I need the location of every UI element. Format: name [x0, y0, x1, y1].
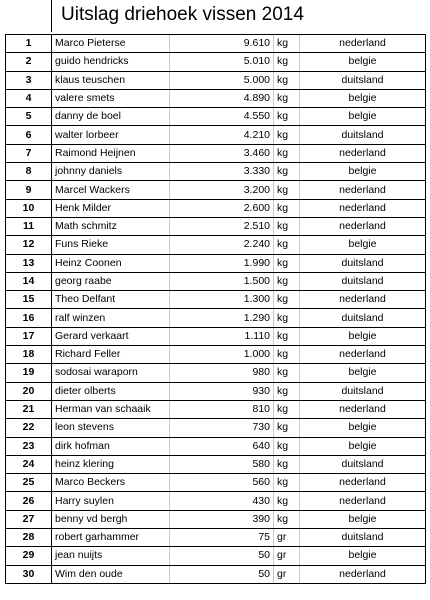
rank-cell: 27	[6, 510, 52, 528]
country-cell: duitsland	[300, 126, 426, 144]
unit-cell: kg	[274, 364, 300, 382]
title-divider	[51, 0, 52, 32]
table-row	[6, 272, 426, 290]
country-cell: duitsland	[300, 254, 426, 272]
name-cell: Gerard verkaart	[52, 327, 170, 345]
name-cell: Marcel Wackers	[52, 181, 170, 199]
country-cell: duitsland	[300, 272, 426, 290]
weight-cell: 3.330	[170, 163, 274, 181]
unit-cell: kg	[274, 108, 300, 126]
table-row	[6, 126, 426, 144]
rank-cell: 25	[6, 474, 52, 492]
weight-cell: 390	[170, 510, 274, 528]
unit-cell: kg	[274, 181, 300, 199]
rank-cell: 11	[6, 217, 52, 235]
country-cell: belgie	[300, 547, 426, 565]
weight-cell: 9.610	[170, 35, 274, 53]
name-cell: Henk Milder	[52, 199, 170, 217]
unit-cell: kg	[274, 254, 300, 272]
rank-cell: 20	[6, 382, 52, 400]
country-cell: belgie	[300, 327, 426, 345]
rank-cell: 16	[6, 309, 52, 327]
country-cell: belgie	[300, 53, 426, 71]
name-cell: klaus teuschen	[52, 71, 170, 89]
unit-cell: kg	[274, 89, 300, 107]
country-cell: belgie	[300, 89, 426, 107]
weight-cell: 580	[170, 455, 274, 473]
country-cell: nederland	[300, 217, 426, 235]
table-row	[6, 53, 426, 71]
name-cell: heinz klering	[52, 455, 170, 473]
weight-cell: 1.000	[170, 346, 274, 364]
weight-cell: 1.290	[170, 309, 274, 327]
table-row	[6, 108, 426, 126]
name-cell: Math schmitz	[52, 217, 170, 235]
name-cell: dieter olberts	[52, 382, 170, 400]
name-cell: Theo Delfant	[52, 291, 170, 309]
name-cell: dirk hofman	[52, 437, 170, 455]
unit-cell: kg	[274, 382, 300, 400]
table-row	[6, 364, 426, 382]
weight-cell: 1.110	[170, 327, 274, 345]
weight-cell: 50	[170, 547, 274, 565]
table-row	[6, 199, 426, 217]
name-cell: sodosai waraporn	[52, 364, 170, 382]
name-cell: Herman van schaaik	[52, 400, 170, 418]
table-row	[6, 565, 426, 583]
name-cell: walter lorbeer	[52, 126, 170, 144]
rank-cell: 12	[6, 236, 52, 254]
rank-cell: 5	[6, 108, 52, 126]
country-cell: belgie	[300, 364, 426, 382]
country-cell: belgie	[300, 510, 426, 528]
table-row	[6, 346, 426, 364]
rank-cell: 4	[6, 89, 52, 107]
table-row	[6, 400, 426, 418]
country-cell: nederland	[300, 35, 426, 53]
results-table-body	[6, 35, 426, 584]
name-cell: Raimond Heijnen	[52, 144, 170, 162]
weight-cell: 930	[170, 382, 274, 400]
name-cell: Wim den oude	[52, 565, 170, 583]
rank-cell: 3	[6, 71, 52, 89]
country-cell: nederland	[300, 492, 426, 510]
rank-cell: 2	[6, 53, 52, 71]
table-row	[6, 35, 426, 53]
country-cell: belgie	[300, 236, 426, 254]
country-cell: nederland	[300, 474, 426, 492]
table-row	[6, 254, 426, 272]
table-row	[6, 89, 426, 107]
unit-cell: kg	[274, 400, 300, 418]
unit-cell: kg	[274, 236, 300, 254]
table-row	[6, 236, 426, 254]
weight-cell: 1.500	[170, 272, 274, 290]
table-row	[6, 455, 426, 473]
unit-cell: kg	[274, 272, 300, 290]
weight-cell: 3.460	[170, 144, 274, 162]
name-cell: guido hendricks	[52, 53, 170, 71]
weight-cell: 4.210	[170, 126, 274, 144]
unit-cell: kg	[274, 474, 300, 492]
country-cell: duitsland	[300, 309, 426, 327]
rank-cell: 30	[6, 565, 52, 583]
rank-cell: 24	[6, 455, 52, 473]
table-row	[6, 437, 426, 455]
name-cell: Harry suylen	[52, 492, 170, 510]
name-cell: danny de boel	[52, 108, 170, 126]
weight-cell: 75	[170, 529, 274, 547]
unit-cell: gr	[274, 529, 300, 547]
weight-cell: 2.510	[170, 217, 274, 235]
unit-cell: kg	[274, 53, 300, 71]
unit-cell: kg	[274, 437, 300, 455]
results-table	[5, 34, 426, 584]
table-row	[6, 71, 426, 89]
unit-cell: gr	[274, 565, 300, 583]
table-row	[6, 382, 426, 400]
name-cell: robert garhammer	[52, 529, 170, 547]
country-cell: nederland	[300, 400, 426, 418]
name-cell: johnny daniels	[52, 163, 170, 181]
table-row	[6, 327, 426, 345]
rank-cell: 21	[6, 400, 52, 418]
unit-cell: kg	[274, 163, 300, 181]
rank-cell: 13	[6, 254, 52, 272]
weight-cell: 5.010	[170, 53, 274, 71]
country-cell: nederland	[300, 346, 426, 364]
name-cell: jean nuijts	[52, 547, 170, 565]
country-cell: duitsland	[300, 382, 426, 400]
unit-cell: kg	[274, 510, 300, 528]
name-cell: valere smets	[52, 89, 170, 107]
unit-cell: kg	[274, 35, 300, 53]
rank-cell: 15	[6, 291, 52, 309]
weight-cell: 1.300	[170, 291, 274, 309]
weight-cell: 430	[170, 492, 274, 510]
table-row	[6, 291, 426, 309]
weight-cell: 640	[170, 437, 274, 455]
unit-cell: kg	[274, 144, 300, 162]
page-title: Uitslag driehoek vissen 2014	[61, 4, 304, 25]
country-cell: nederland	[300, 291, 426, 309]
country-cell: nederland	[300, 181, 426, 199]
rank-cell: 23	[6, 437, 52, 455]
unit-cell: kg	[274, 309, 300, 327]
unit-cell: kg	[274, 199, 300, 217]
unit-cell: kg	[274, 126, 300, 144]
weight-cell: 5.000	[170, 71, 274, 89]
weight-cell: 560	[170, 474, 274, 492]
table-row	[6, 163, 426, 181]
country-cell: belgie	[300, 163, 426, 181]
title-row	[0, 0, 430, 32]
rank-cell: 7	[6, 144, 52, 162]
weight-cell: 810	[170, 400, 274, 418]
table-row	[6, 217, 426, 235]
unit-cell: kg	[274, 327, 300, 345]
weight-cell: 1.990	[170, 254, 274, 272]
table-row	[6, 529, 426, 547]
weight-cell: 2.600	[170, 199, 274, 217]
name-cell: Marco Beckers	[52, 474, 170, 492]
country-cell: nederland	[300, 199, 426, 217]
name-cell: benny vd bergh	[52, 510, 170, 528]
name-cell: Richard Feller	[52, 346, 170, 364]
rank-cell: 1	[6, 35, 52, 53]
unit-cell: kg	[274, 419, 300, 437]
weight-cell: 50	[170, 565, 274, 583]
name-cell: ralf winzen	[52, 309, 170, 327]
name-cell: leon stevens	[52, 419, 170, 437]
weight-cell: 3.200	[170, 181, 274, 199]
country-cell: belgie	[300, 437, 426, 455]
unit-cell: kg	[274, 291, 300, 309]
name-cell: Marco Pieterse	[52, 35, 170, 53]
country-cell: duitsland	[300, 455, 426, 473]
unit-cell: kg	[274, 346, 300, 364]
rank-cell: 14	[6, 272, 52, 290]
country-cell: nederland	[300, 565, 426, 583]
unit-cell: kg	[274, 492, 300, 510]
rank-cell: 17	[6, 327, 52, 345]
unit-cell: gr	[274, 547, 300, 565]
weight-cell: 4.550	[170, 108, 274, 126]
rank-cell: 26	[6, 492, 52, 510]
table-row	[6, 309, 426, 327]
name-cell: Heinz Coonen	[52, 254, 170, 272]
country-cell: duitsland	[300, 71, 426, 89]
rank-cell: 18	[6, 346, 52, 364]
name-cell: Funs Rieke	[52, 236, 170, 254]
weight-cell: 4.890	[170, 89, 274, 107]
rank-cell: 22	[6, 419, 52, 437]
country-cell: belgie	[300, 419, 426, 437]
rank-cell: 8	[6, 163, 52, 181]
table-row	[6, 474, 426, 492]
table-row	[6, 419, 426, 437]
name-cell: georg raabe	[52, 272, 170, 290]
weight-cell: 980	[170, 364, 274, 382]
weight-cell: 730	[170, 419, 274, 437]
country-cell: nederland	[300, 144, 426, 162]
rank-cell: 19	[6, 364, 52, 382]
country-cell: duitsland	[300, 529, 426, 547]
rank-cell: 29	[6, 547, 52, 565]
table-row	[6, 144, 426, 162]
unit-cell: kg	[274, 217, 300, 235]
table-row	[6, 181, 426, 199]
rank-cell: 9	[6, 181, 52, 199]
unit-cell: kg	[274, 455, 300, 473]
rank-cell: 6	[6, 126, 52, 144]
weight-cell: 2.240	[170, 236, 274, 254]
rank-cell: 28	[6, 529, 52, 547]
rank-cell: 10	[6, 199, 52, 217]
table-row	[6, 547, 426, 565]
table-row	[6, 510, 426, 528]
table-row	[6, 492, 426, 510]
country-cell: belgie	[300, 108, 426, 126]
unit-cell: kg	[274, 71, 300, 89]
